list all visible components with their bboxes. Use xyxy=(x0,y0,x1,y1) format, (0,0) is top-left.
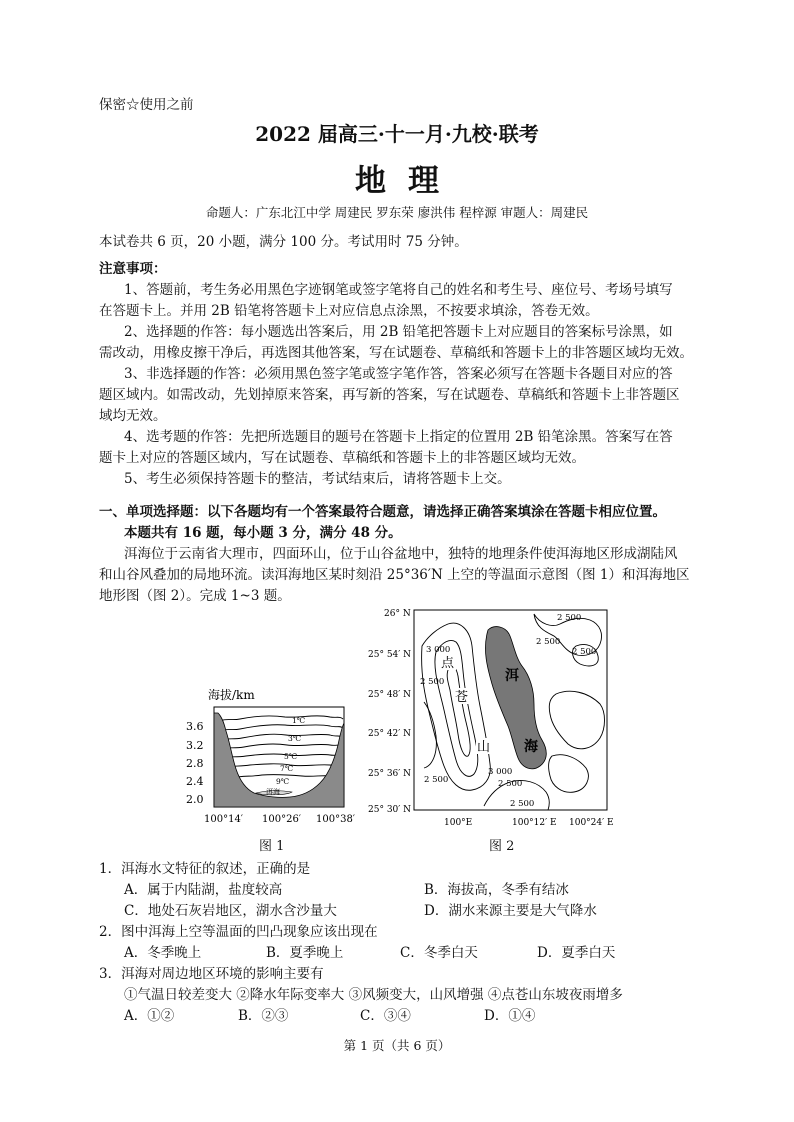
option-c[interactable]: C．③④ xyxy=(360,1008,411,1024)
notice-line: 1、答题前，考生务必用黑色字迹钢笔或签字笔将自己的姓名和考生号、座位号、考场号填写 xyxy=(124,282,673,298)
isotherm-line xyxy=(216,716,343,723)
contour-value-label: 2 500 xyxy=(498,779,523,789)
option-c[interactable]: C．冬季白天 xyxy=(400,945,478,961)
notice-line: 4、选考题的作答：先把所选题目的题号在答题卡上指定的位置用 2B 铅笔涂黑。答案写在答 xyxy=(124,429,673,445)
option-b[interactable]: B．海拔高，冬季有结冰 xyxy=(424,882,569,898)
option-a[interactable]: A．冬季晚上 xyxy=(124,945,202,961)
subject-title: 地理 xyxy=(355,163,461,199)
x-tick-label: 100°14′ xyxy=(204,814,244,825)
notice-line: 2、选择题的作答：每小题选出答案后，用 2B 铅笔把答题卡上对应题目的答案标号涂黑，如 xyxy=(124,324,673,340)
lake-label: 海 xyxy=(524,739,538,755)
isotherm-line xyxy=(216,754,343,760)
mountain-label: 苍 xyxy=(455,690,469,705)
authors-line: 命题人：广东北江中学 周建民 罗东荣 廖洪伟 程梓源 审题人：周建民 xyxy=(205,205,589,220)
isotherm-label: 5℃ xyxy=(284,752,298,761)
y-axis-label: 海拔/km xyxy=(208,688,255,702)
mountain-label: 点 xyxy=(441,656,455,671)
passage-line: 和山谷风叠加的局地环流。读洱海地区某时刻沿 25°36′N 上空的等温面示意图（图 1）和洱海地区 xyxy=(99,567,690,583)
lat-label: 26° N xyxy=(384,609,411,619)
question-stem: 2．图中洱海上空等温面的凹凸现象应该出现在 xyxy=(99,924,378,940)
x-tick-label: 100°38′ xyxy=(316,814,356,825)
topographic-map xyxy=(364,606,624,830)
lon-label: 100°12′ E xyxy=(512,818,557,828)
notice-line: 域均无效。 xyxy=(99,408,167,424)
option-d[interactable]: D．湖水来源主要是大气降水 xyxy=(424,903,597,919)
option-b[interactable]: B．夏季晚上 xyxy=(266,945,344,961)
contour-value-label: 2 500 xyxy=(420,677,445,687)
lat-label: 25° 36′ N xyxy=(368,769,412,779)
contour-value-label: 2 500 xyxy=(536,637,561,647)
notice-line: 题区域内。如需改动，先划掉原来答案，再写新的答案，写在试题卷、草稿纸和答题卡上非答题区 xyxy=(99,387,680,403)
lake-label: 洱海 xyxy=(266,788,280,796)
lat-label: 25° 30′ N xyxy=(368,805,412,815)
option-d[interactable]: D．①④ xyxy=(484,1008,536,1024)
lat-label: 25° 54′ N xyxy=(368,650,412,660)
isotherm-label: 9℃ xyxy=(276,777,290,786)
isotherm-label: 1℃ xyxy=(292,716,306,725)
figure-2-caption: 图 2 xyxy=(489,839,515,854)
contour-value-label: 2 500 xyxy=(424,775,449,785)
option-d[interactable]: D．夏季白天 xyxy=(537,945,616,961)
figure-2 xyxy=(364,606,624,830)
notice-line: 3、非选择题的作答：必须用黑色签字笔或签字笔作答，答案必须写在答题卡各题目对应的答 xyxy=(124,366,673,382)
exam-title: 2022 届高三·十一月·九校·联考 xyxy=(255,122,539,146)
isotherm-line xyxy=(216,734,343,742)
option-c[interactable]: C．地处石灰岩地区，湖水含沙量大 xyxy=(124,903,337,919)
y-tick-label: 2.0 xyxy=(186,793,204,806)
notice-line: 题卡上对应的答题区域内，写在试题卷、草稿纸和答题卡上的非答题区域均无效。 xyxy=(99,450,585,466)
contour-value-label: 3 000 xyxy=(488,767,513,777)
x-tick-label: 100°26′ xyxy=(262,814,302,825)
y-tick-label: 2.8 xyxy=(186,757,204,770)
notice-heading: 注意事项： xyxy=(99,261,167,277)
figure-1 xyxy=(180,683,360,833)
exam-intro: 本试卷共 6 页，20 小题，满分 100 分。考试用时 75 分钟。 xyxy=(99,234,468,250)
lat-label: 25° 48′ N xyxy=(368,690,412,700)
isotherm-line xyxy=(216,744,343,751)
question-stem: 3．洱海对周边地区环境的影响主要有 xyxy=(99,966,324,982)
question-stem: 1．洱海水文特征的叙述，正确的是 xyxy=(99,861,311,877)
y-tick-label: 3.6 xyxy=(186,720,204,733)
notice-line: 在答题卡上。并用 2B 铅笔将答题卡上对应信息点涂黑，不按要求填涂，答卷无效。 xyxy=(99,303,599,319)
confidential-mark: 保密☆使用之前 xyxy=(99,97,194,113)
lon-label: 100°E xyxy=(444,818,473,828)
notice-line: 需改动，用橡皮擦干净后，再选图其他答案，写在试题卷、草稿纸和答题卡上的非答题区域均无效。 xyxy=(99,345,693,361)
contour-value-label: 2 500 xyxy=(572,647,597,657)
section-heading: 一、单项选择题：以下各题均有一个答案最符合题意，请选择正确答案填涂在答题卡相应位置。 xyxy=(99,504,666,520)
contour-value-label: 3 000 xyxy=(426,645,451,655)
option-b[interactable]: B．②③ xyxy=(238,1008,289,1024)
lat-label: 25° 42′ N xyxy=(368,729,412,739)
contour-value-label: 2 500 xyxy=(510,799,535,809)
question-sub-items: ①气温日较差变大 ②降水年际变率大 ③风频变大，山风增强 ④点苍山东坡夜雨增多 xyxy=(124,987,623,1003)
passage-line: 洱海位于云南省大理市，四面环山，位于山谷盆地中，独特的地理条件使洱海地区形成湖陆风 xyxy=(124,546,678,562)
contour-value-label: 2 500 xyxy=(557,613,582,623)
section-heading-2: 本题共有 16 题，每小题 3 分，满分 48 分。 xyxy=(124,525,402,541)
option-a[interactable]: A．属于内陆湖，盐度较高 xyxy=(124,882,283,898)
isotherm-label: 3℃ xyxy=(288,734,302,743)
isotherm-section-diagram xyxy=(180,683,360,833)
figure-1-caption: 图 1 xyxy=(259,839,285,854)
y-tick-label: 3.2 xyxy=(186,739,204,752)
option-a[interactable]: A．①② xyxy=(124,1008,175,1024)
passage-line: 地形图（图 2）。完成 1~3 题。 xyxy=(99,588,291,604)
mountain-label: 山 xyxy=(477,740,491,755)
lake-label: 洱 xyxy=(505,668,519,684)
isotherm-label: 7℃ xyxy=(280,764,294,773)
page-footer: 第 1 页（共 6 页） xyxy=(343,1038,451,1053)
notice-line: 5、考生必须保持答题卡的整洁，考试结束后，请将答题卡上交。 xyxy=(124,471,511,487)
y-tick-label: 2.4 xyxy=(186,775,204,788)
isotherm-line xyxy=(216,725,343,733)
lon-label: 100°24′ E xyxy=(569,818,614,828)
